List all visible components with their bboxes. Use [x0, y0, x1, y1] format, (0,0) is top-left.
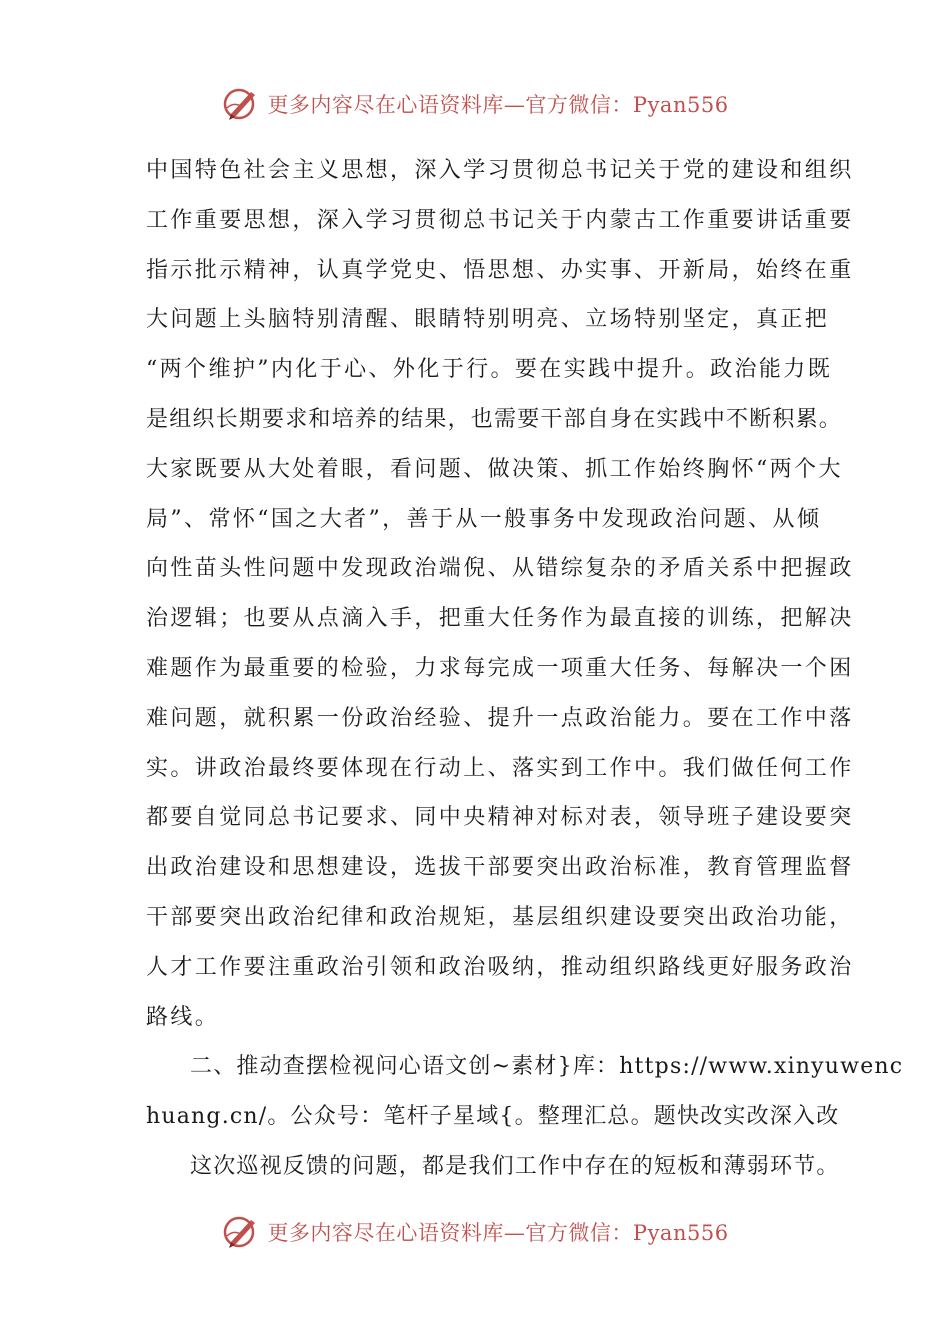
document-body — [146, 146, 904, 1192]
body-line-12: 难问题，就积累一份政治经验、提升一点政治能力。要在工作中落 — [146, 705, 854, 731]
body-line-7: 大家既要从大处着眼，看问题、做决策、抓工作始终胸怀“两个大 — [146, 456, 843, 482]
body-line-17: 人才工作要注重政治引领和政治吸纳，推动组织路线更好服务政治 — [146, 954, 854, 980]
body-line-11: 难题作为最重要的检验，力求每完成一项重大任务、每解决一个困 — [146, 655, 854, 681]
body-line-14: 都要自觉同总书记要求、同中央精神对标对表，领导班子建设要突 — [146, 805, 854, 831]
section-heading-line: 二、推动查摆检视问心语文创~素材}库：https://www.xinyuwenc — [190, 1054, 904, 1080]
body-line-5: “两个维护”内化于心、外化于行。要在实践中提升。政治能力既 — [146, 357, 833, 383]
body-line-4: 大问题上头脑特别清醒、眼睛特别明亮、立场特别坚定，真正把 — [146, 307, 830, 333]
body-line-3: 指示批示精神，认真学党史、悟思想、办实事、开新局，始终在重 — [146, 257, 854, 283]
header-watermark-text: 更多内容尽在心语资料库—官方微信：Pyan556 — [267, 93, 729, 117]
body-line-13: 实。讲政治最终要体现在行动上、落实到工作中。我们做任何工作 — [146, 755, 854, 781]
body-line-9: 向性苗头性问题中发现政治端倪、从错综复杂的矛盾关系中把握政 — [146, 556, 854, 582]
body-line-8: 局”、常怀“国之大者”，善于从一般事务中发现政治问题、从倾 — [146, 506, 822, 532]
body-line-21: 这次巡视反馈的问题，都是我们工作中存在的短板和薄弱环节。 — [190, 1153, 840, 1179]
pen-logo-icon — [221, 1212, 261, 1252]
body-line-18: 路线。 — [146, 1004, 220, 1030]
body-line-2: 工作重要思想，深入学习贯彻总书记关于内蒙古工作重要讲话重要 — [146, 207, 854, 233]
footer-watermark-text: 更多内容尽在心语资料库—官方微信：Pyan556 — [267, 1221, 729, 1245]
header-watermark — [0, 80, 950, 128]
body-line-20: huang.cn/。公众号：笔杆子星域{。整理汇总。题快改实改深入改 — [146, 1104, 840, 1130]
body-line-15: 出政治建设和思想建设，选拔干部要突出政治标准，教育管理监督 — [146, 855, 854, 881]
body-line-16: 干部要突出政治纪律和政治规矩，基层组织建设要突出政治功能， — [146, 904, 854, 930]
pen-logo-icon — [221, 84, 261, 124]
body-line-6: 是组织长期要求和培养的结果，也需要干部自身在实践中不断积累。 — [146, 406, 843, 432]
body-line-1: 中国特色社会主义思想，深入学习贯彻总书记关于党的建设和组织 — [146, 158, 854, 183]
footer-watermark — [0, 1208, 950, 1256]
body-line-10: 治逻辑；也要从点滴入手，把重大任务作为最直接的训练，把解决 — [146, 606, 854, 632]
